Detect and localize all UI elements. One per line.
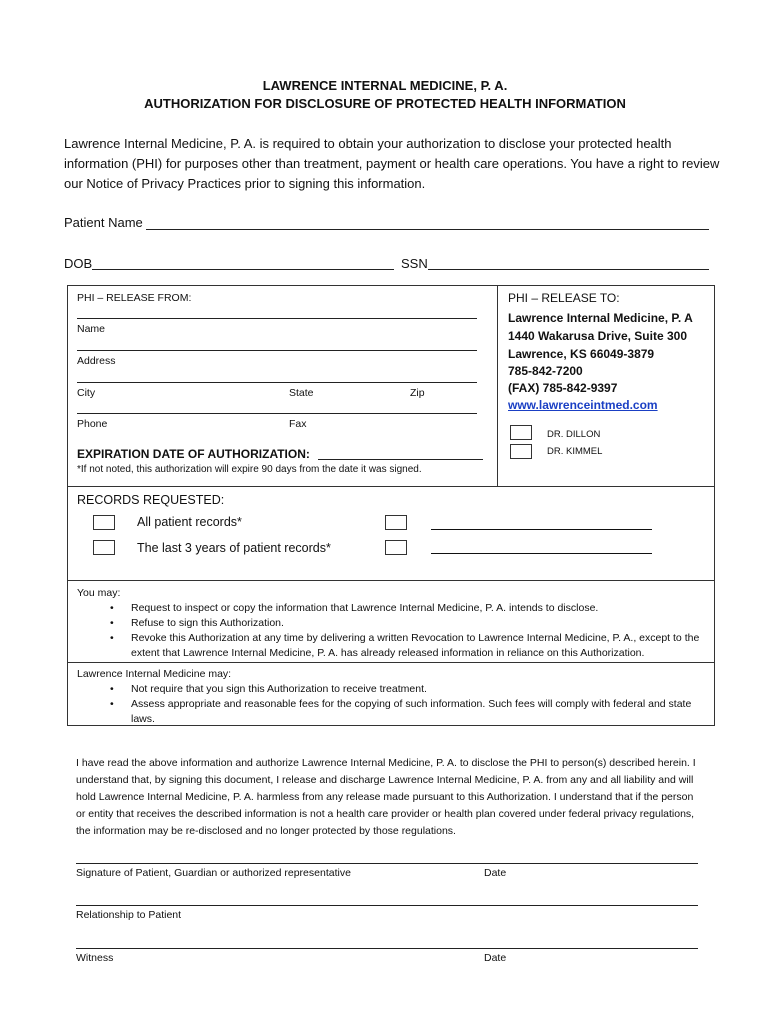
- release-from-address-label: Address: [77, 355, 116, 367]
- release-from-address-field[interactable]: [77, 382, 477, 383]
- expiration-date-field[interactable]: [318, 459, 483, 460]
- divider: [67, 662, 715, 663]
- you-may-item: • Revoke this Authorization at any time by delivering a written Revocation to Lawrence Internal Medicine, P. A., except to the extent that Lawrence Internal Medicine, P. A. has already released information in reliance on this Authorization.: [77, 631, 709, 661]
- dob-field[interactable]: [92, 269, 394, 270]
- ssn-field[interactable]: [428, 269, 709, 270]
- relationship-field[interactable]: [76, 905, 698, 906]
- all-records-checkbox[interactable]: [93, 515, 115, 530]
- consent-paragraph: I have read the above information and authorize Lawrence Internal Medicine, P. A. to disclose the PHI to person(s) described herein. I understand that, by signing this document, I release and discharge Lawrence Internal Medicine, P. A. from any and all liability and will hold Lawrence Internal Medicine, P. A. harmless from any release made pursuant to this Authorization. I understand that if the person or entity that receives the described information is not a health care provider or health plan covered under federal privacy regulations, the information may be re-disclosed and no longer protected by those regulations.: [76, 757, 696, 837]
- release-from-city-label: City: [77, 387, 96, 399]
- dr-kimmel-checkbox[interactable]: [510, 444, 532, 459]
- lim-may-item: • Assess appropriate and reasonable fees for the copying of such information. Such fees will comply with federal and state laws.: [77, 697, 713, 727]
- patient-name-field[interactable]: [146, 229, 709, 230]
- witness-field[interactable]: [76, 948, 698, 949]
- release-to-address1: 1440 Wakarusa Drive, Suite 300: [508, 329, 687, 343]
- form-title-org: LAWRENCE INTERNAL MEDICINE, P. A.: [262, 78, 508, 93]
- dr-dillon-label: DR. DILLON: [547, 429, 601, 440]
- other-records-field-2[interactable]: [431, 553, 652, 554]
- dr-dillon-checkbox[interactable]: [510, 425, 532, 440]
- release-to-website-link[interactable]: www.lawrenceintmed.com: [508, 398, 658, 412]
- release-to-phone: 785-842-7200: [508, 364, 583, 378]
- signature-label: Signature of Patient, Guardian or authorized representative: [76, 867, 351, 879]
- release-from-heading: PHI – RELEASE FROM:: [77, 292, 192, 304]
- you-may-item: • Request to inspect or copy the information that Lawrence Internal Medicine, P. A. intends to disclose.: [77, 601, 709, 616]
- expiration-note: *If not noted, this authorization will expire 90 days from the date it was signed.: [77, 464, 422, 475]
- last-3-years-checkbox[interactable]: [93, 540, 115, 555]
- dob-label: DOB: [64, 256, 93, 271]
- release-from-city-state-zip-field[interactable]: [77, 413, 477, 414]
- you-may-section: [77, 586, 709, 661]
- you-may-item: • Refuse to sign this Authorization.: [77, 616, 709, 631]
- signature-date-label: Date: [484, 867, 507, 879]
- ssn-label: SSN: [401, 256, 428, 271]
- release-from-name-field[interactable]: [77, 350, 477, 351]
- release-from-name-label: Name: [77, 323, 106, 335]
- release-to-address2: Lawrence, KS 66049-3879: [508, 347, 655, 361]
- release-from-org-field[interactable]: [77, 318, 477, 319]
- witness-date-label: Date: [484, 952, 507, 964]
- records-heading: RECORDS REQUESTED:: [77, 493, 225, 507]
- expiration-label: EXPIRATION DATE OF AUTHORIZATION:: [77, 447, 310, 461]
- divider: [67, 580, 715, 581]
- lim-may-heading: Lawrence Internal Medicine may:: [77, 668, 232, 680]
- last-3-years-label: The last 3 years of patient records*: [137, 541, 331, 555]
- lim-may-item: • Not require that you sign this Authorization to receive treatment.: [77, 682, 713, 697]
- dr-kimmel-label: DR. KIMMEL: [547, 446, 603, 457]
- divider: [497, 285, 498, 486]
- other-records-field-1[interactable]: [431, 529, 652, 530]
- witness-label: Witness: [76, 952, 114, 964]
- release-from-zip-label: Zip: [410, 387, 425, 399]
- you-may-heading: You may:: [77, 587, 121, 599]
- all-records-label: All patient records*: [137, 515, 242, 529]
- other-records-checkbox-2[interactable]: [385, 540, 407, 555]
- release-from-state-label: State: [289, 387, 314, 399]
- release-to-org: Lawrence Internal Medicine, P. A: [508, 311, 693, 325]
- release-from-fax-label: Fax: [289, 418, 307, 430]
- signature-field[interactable]: [76, 863, 698, 864]
- divider: [67, 486, 715, 487]
- patient-name-label: Patient Name: [64, 215, 143, 230]
- lim-may-section: [77, 667, 713, 727]
- intro-paragraph: Lawrence Internal Medicine, P. A. is required to obtain your authorization to disclose your protected health information (PHI) for purposes other than treatment, payment or health care operations. You have a right to review our Notice of Privacy Practices prior to signing this information.: [64, 136, 720, 191]
- form-title: AUTHORIZATION FOR DISCLOSURE OF PROTECTED HEALTH INFORMATION: [144, 96, 626, 111]
- release-from-phone-label: Phone: [77, 418, 108, 430]
- release-to-heading: PHI – RELEASE TO:: [508, 291, 620, 305]
- release-to-fax: (FAX) 785-842-9397: [508, 381, 618, 395]
- other-records-checkbox-1[interactable]: [385, 515, 407, 530]
- relationship-label: Relationship to Patient: [76, 909, 182, 921]
